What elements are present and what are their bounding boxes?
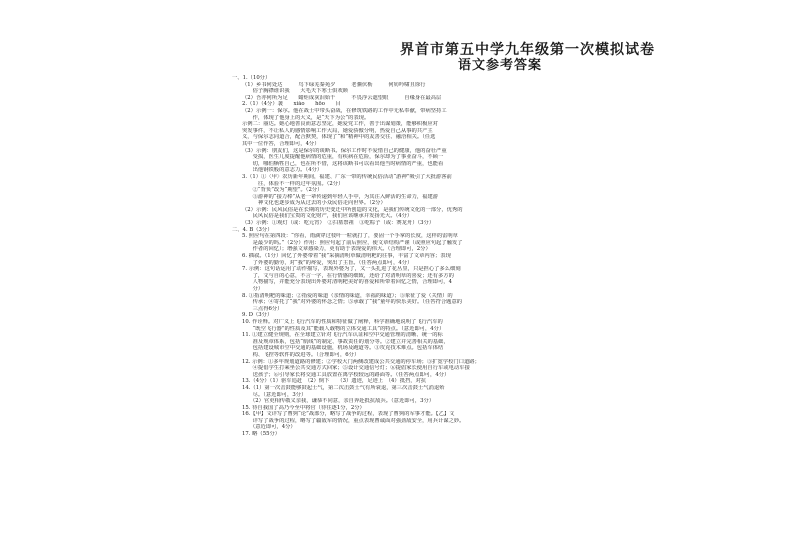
answer-line: 6. 插叙。（1分）回忆了外婆带着“我”采摘清明草做清明粑的往事，丰富了文章内容；表现 — [242, 253, 451, 260]
answer-line: 三点得6分） — [242, 305, 283, 312]
answer-line: 出他钢铁般的意志力。（4分） — [242, 167, 323, 174]
answer-line: 了外婆的勤劳，对“我”的疼爱，突出了主旨。（任答两点即可，4分） — [242, 259, 413, 266]
header — [400, 42, 655, 73]
answer-line: 切，哪怕牺牲自己，也在所不惜，这将该断书可以看出他当时病情的严重，也能看 — [242, 160, 444, 167]
answer-line: 16.【甲】文详写了曹刿“论”战部分，略写了战争的过程，表现了曹刿的军事才能。【乙】文 — [242, 411, 455, 418]
answer-line: 往，体验不一样的过年氛围。（2分） — [242, 180, 344, 187]
section-two-heading: 二、4. B（3分） — [232, 226, 273, 233]
answer-line: 分） — [242, 286, 264, 292]
answer-line: 11. ①建立健全规则，在全球建立针对飞行汽车认证和空中交通管理的清晰、统一的标 — [242, 332, 443, 339]
answer-line: 12. 示例：①多年规划道路的修建；②学校大门两侧改建成公共交通的停车场；③扩宽学校门口道路； — [242, 358, 480, 365]
answer-line: 义，与保尔志同道合，配合默契，体现了“和”精神中的友善交往、融洽相关。（任选 — [242, 134, 436, 141]
answer-line: 2.（1）（4分）袭 xiǎo hōo 目 — [242, 101, 341, 108]
answer-body — [232, 75, 566, 444]
answer-line: （2）示例一：保尔。他在战士中带头奋战，在修筑铁路的工作中无私奉献，带病坚持工 — [242, 107, 447, 114]
section-one-heading: 一、1.（10分） — [232, 75, 271, 81]
answer-line: （意近即可，4分） — [242, 424, 296, 431]
answer-line: 神文化也逐步成为从过去的小众民俗走向世界。（2分） — [242, 200, 386, 207]
answer-line: 17. 略（55分） — [242, 431, 281, 438]
answer-line: “既空飞行器”的性质及其“能载人载物的立体交通工具”的特点。（意近即可，4分） — [242, 325, 445, 332]
answer-line: 7. 示例：这句话运用了动作描写，表现外婆为了，又一头扎进了花丛里，只是担心了多么细刻 — [242, 266, 461, 273]
answer-line: 作者的回忆）；增强文章感染力，更有助于表现爱的伟大。（合理即可，2分） — [242, 246, 431, 253]
answer-line: 构、飞控等软件的改进等。（合理即可，6分） — [242, 351, 360, 358]
answer-line: 传承；④寄托了“我”对外婆的怀念之情；⑤承载了“我”童年的快乐美好。（任答符合题意的 — [242, 299, 463, 306]
answer-line: （1）乡书何处达 鸟下绿芜秦苑夕 老骥伏枥 何妨吟啸且徐行 — [242, 81, 426, 88]
answer-line: （3）示例：朋友们，这是保尔的谈断书。保尔工作时不爱惜自己的健康，他的奋壮严重 — [242, 147, 447, 154]
answer-line: 示例二：丽达。她心地善良而意志坚定，她爱党工作，善于出谋划策，能够积极应对 — [242, 121, 438, 128]
answer-line: 9. D（3分） — [242, 312, 273, 319]
answer-line: 10. 作诠释。对广义上飞行汽车的性质和特征做了阐释，科学准确地说明了飞行汽车的 — [242, 318, 443, 325]
answer-line: 尽。（意近即可，3分） — [242, 391, 307, 398]
answer-line: 其中一位作答，合理即可，4分） — [242, 140, 320, 147]
answer-line: 人物描写，并能充分表现出外婆对清明粑美好的喜爱和所带着回忆之情，合理即可，4 — [242, 279, 452, 286]
answer-line: ④提倡学生打乘坐公共交通方式回家；⑤设计交通信号灯；⑥提倡家长使用自行车或电动车接 — [242, 365, 470, 372]
answer-line: 送孩子；⑥引导家长将交通工具放置在离学校较远的路面等。（任答两点即可，4分） — [242, 371, 450, 378]
page-subtitle: 语文参考答案 — [457, 58, 542, 73]
answer-line: 14.（1）第一次击鼓能够鼓起士气，第二次击鼓士气有所衰退，第三次击鼓士气消退殆 — [242, 384, 445, 391]
answer-line: 受损，医生几度提醒他病情的危重，有疾病在危险，保尔却为了事业奋斗，不顾一 — [242, 154, 444, 161]
section-three-heading — [232, 438, 566, 445]
answer-line: （2）示例：民风民俗是在长期的历史变迁中所创造的文化，是我们传统文化的一部分，优秀的 — [242, 206, 463, 213]
answer-line: ②“背负”改为“期望”。（2分） — [242, 187, 323, 194]
answer-line: 准及规章体系，包括“航线”的制定、事故责任的划分等。②建立并完善相关的基础， — [242, 338, 449, 345]
answer-line: 5. 照应句在第四段：“你看，雨滴穿过枝叶一粒就打了，要固一个手掌的长度，这样的雷明草 — [242, 233, 459, 240]
answer-line: （2）吾亦何所为足 蜡炬成灰泪始干 不畏浮云遮望眼 自缘身在最高层 — [242, 94, 442, 101]
answer-line: ③游神的“接力棒”从老一辈传递到年轻人手中，为其注入鲜活的生命力，福建游 — [242, 193, 439, 200]
answer-line: 15. 待自我国了高乃今至中将官（待往逐1分，2分） — [242, 404, 365, 411]
answer-line: 8. ①指清明粑的味道；②指爱的味道（亲情的味道，幸福的味道）；③象征了爱（关情）的 — [242, 292, 453, 299]
answer-line: 包括建设城市空中交通的基础设施，机场及跑道等。③攻克技术难点。包括车体结 — [242, 345, 444, 352]
answer-line: （2）官吏相传敬义亲我，谦恭不同意，亲自奔赴抵抗敌兵。（意近即可，3分） — [242, 398, 435, 405]
answer-line: 了，文与自的心意，不言一字，在行情感的细致，还给了对清明草的喜爱；还有多方的 — [242, 272, 454, 279]
answer-line: 民风民俗是我们宝贵的文化财产，我们应该继承并发扬光大。（4分） — [242, 213, 413, 220]
answer-line: 13.（4分）（1）驱车追赶 （2）倒下 （3）遗迹，足迹上 （4）抵挡，对抗 — [242, 378, 427, 385]
answer-line: 突发事件，不让私人的感情影响工作大局，她爱骄傲分明，热爱自己从事的共产主 — [242, 127, 433, 134]
answer-line: （3）示例：①观灯（或：吃元宵） ②扫墓祭祖 ③吃粽子（或：赛龙舟）（3分） — [242, 220, 435, 227]
answer-line: 俗子胸襟谁识我 大毛天下寒士俱欢颜 — [242, 88, 348, 95]
page-title: 界首市第五中学九年级第一次模拟试卷 — [400, 42, 655, 58]
answer-line: 3.（1）①〈甲〉农历新年期间，福建、广东一带的传统民俗活动“游神”吸引了大批游客前 — [242, 173, 452, 180]
answer-line: 详写了战争的过程，略写了疆敌军的情况，重点表现曹诚面对强劲敌安全，用兵计谋之妙。 — [242, 417, 465, 424]
answer-line: 是最少的吗。”（2分）作用：照应句起了前后照应，使文章结构严谨（或照应句起了触发了 — [242, 239, 463, 246]
answer-line: 作，体现了他身上的大义，是“天下为公”的表现。 — [242, 114, 370, 121]
